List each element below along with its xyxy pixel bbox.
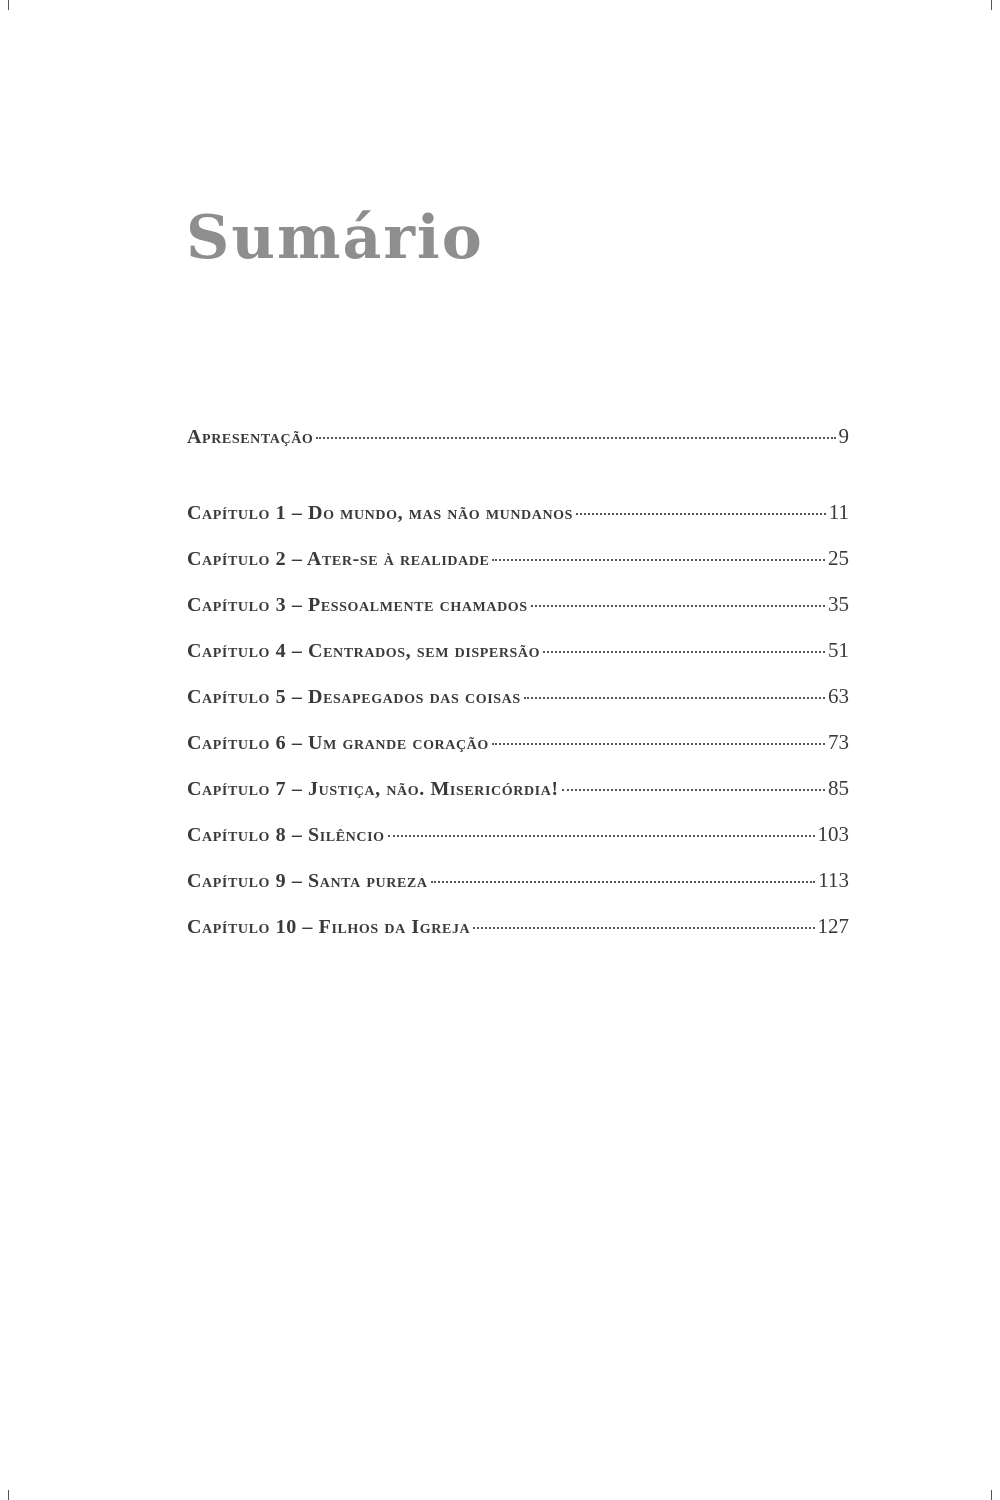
toc-entry-page: 11 [828,500,849,524]
table-of-contents [187,424,849,960]
dot-leader [473,927,814,929]
toc-entry-page: 85 [828,776,849,800]
toc-entry-chapter-1[interactable] [187,500,849,546]
toc-entry-label: Capítulo 7 – Justiça, não. Misericórdia! [187,778,559,800]
toc-entry-page: 63 [828,684,849,708]
toc-entry-label: Capítulo 6 – Um grande coração [187,732,489,754]
toc-entry-chapter-2[interactable] [187,546,849,592]
toc-entry-chapter-3[interactable] [187,592,849,638]
toc-entry-page: 51 [828,638,849,662]
toc-entry-chapter-9[interactable] [187,868,849,914]
toc-entry-page: 73 [828,730,849,754]
toc-entry-chapter-6[interactable] [187,730,849,776]
toc-entry-apresentacao[interactable] [187,424,849,470]
toc-entry-page: 9 [838,424,849,448]
toc-entry-label: Capítulo 8 – Silêncio [187,824,385,846]
page-title: Sumário [186,203,484,273]
dot-leader [576,513,826,515]
crop-mark-bottom-right [991,1490,992,1500]
toc-entry-chapter-10[interactable] [187,914,849,960]
toc-entry-page: 127 [817,914,849,938]
dot-leader [524,697,825,699]
toc-entry-page: 35 [828,592,849,616]
dot-leader [543,651,825,653]
toc-entry-page: 113 [818,868,849,892]
dot-leader [492,743,825,745]
dot-leader [562,789,825,791]
crop-mark-top-left [8,0,9,10]
crop-mark-top-right [991,0,992,10]
toc-entry-chapter-4[interactable] [187,638,849,684]
dot-leader [316,437,835,439]
toc-entry-label: Capítulo 9 – Santa pureza [187,870,428,892]
crop-mark-bottom-left [8,1490,9,1500]
toc-entry-label: Capítulo 1 – Do mundo, mas não mundanos [187,502,574,524]
toc-entry-label: Capítulo 10 – Filhos da Igreja [187,916,471,938]
toc-entry-chapter-7[interactable] [187,776,849,822]
toc-entry-label: Capítulo 4 – Centrados, sem dispersão [187,640,541,662]
dot-leader [431,881,816,883]
toc-entry-page: 25 [828,546,849,570]
toc-entry-page: 103 [817,822,849,846]
toc-entry-chapter-8[interactable] [187,822,849,868]
dot-leader [492,559,825,561]
toc-entry-label: Apresentação [187,426,314,448]
dot-leader [388,835,815,837]
toc-entry-chapter-5[interactable] [187,684,849,730]
toc-entry-label: Capítulo 3 – Pessoalmente chamados [187,594,528,616]
toc-entry-label: Capítulo 2 – Ater-se à realidade [187,548,490,570]
dot-leader [531,605,825,607]
toc-entry-label: Capítulo 5 – Desapegados das coisas [187,686,521,708]
